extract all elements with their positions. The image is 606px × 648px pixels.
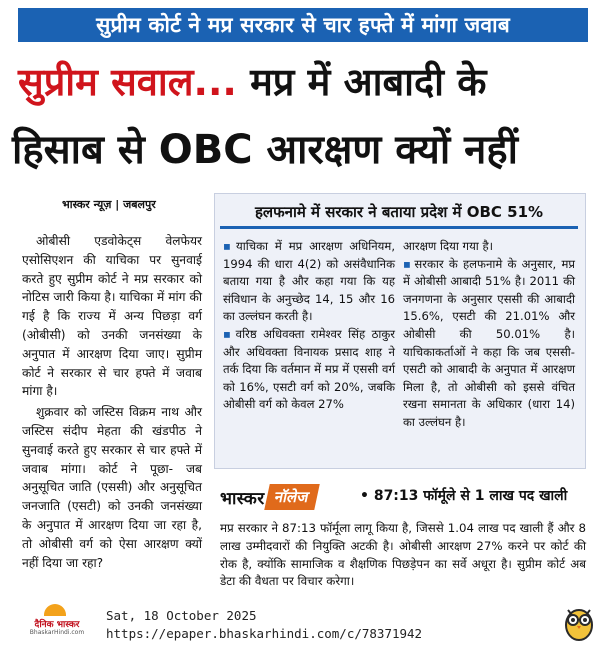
info-item bbox=[403, 256, 575, 432]
info-item-text: सरकार के हलफनामे के अनुसार, मप्र में ओबीसी आबादी 51% है। 2011 की जनगणना के अनुसार एससी की आबादी 15.6%, एसटी की 21.01% और ओबीसी की 50.01% है। याचिकाकर्ताओं ने कहा कि जब एससी-एसटी को आबादी के अनुपात में आरक्षण मिला है, तो ओबीसी को इससे वंचित रखना समानता के अधिकार (धारा 14) का उल्लंघन है। bbox=[403, 256, 575, 429]
knowledge-paragraph: मप्र सरकार ने 87:13 फॉर्मूला लागू किया है, जिससे 1.04 लाख पद खाली हैं और 8 लाख उम्मीदवारों की नियुक्ति अटकी है। ओबीसी आरक्षण 27% करने पर कोर्ट की रोक है, क्योंकि सामाजिक व शैक्षणिक पिछड़ेपन का सर्वे अधूरा है। सुप्रीम कोर्ट अब डेटा की वैधता पर विचार करेगा। bbox=[220, 521, 586, 589]
logo-subtext: BhaskarHindi.com bbox=[29, 629, 85, 636]
info-box-column-1 bbox=[223, 238, 395, 414]
knowledge-headline: • 87:13 फॉर्मूले से 1 लाख पद खाली bbox=[360, 488, 568, 504]
byline: भास्कर न्यूज़ | जबलपुर bbox=[62, 198, 156, 211]
info-box-heading: हलफनामे में सरकार ने बताया प्रदेश में OBC 51% bbox=[220, 202, 578, 229]
owl-icon bbox=[562, 604, 596, 642]
info-box-column-2 bbox=[403, 238, 575, 432]
headline-line-1 bbox=[18, 60, 593, 104]
bullet-icon: ▪ bbox=[223, 326, 234, 341]
info-item-text: वरिष्ठ अधिवक्ता रामेश्वर सिंह ठाकुर और अधिवक्ता विनायक प्रसाद शाह ने तर्क दिया कि वर्तमान में मप्र में एससी वर्ग को 16%, एसटी वर्ग को 20%, जबकि ओबीसी वर्ग को केवल 27% bbox=[223, 326, 396, 412]
headline-line-2 bbox=[12, 128, 597, 172]
article-paragraph-2: शुक्रवार को जस्टिस विक्रम नाथ और जस्टिस संदीप मेहता की खंडपीठ ने सुनवाई करते हुए सरकार से चार हफ्ते में जवाब मांगा। कोर्ट ने पूछा- जब अनुसूचित जाति (एससी) और अनुसूचित जनजाति (एसटी) को उनकी जनसंख्या के अनुपात में आरक्षण दिया जा रहा है, तो ओबीसी वर्ग को ऐसा आरक्षण क्यों नहीं दिया जा रहा? bbox=[22, 405, 202, 570]
kicker-text: सुप्रीम कोर्ट ने मप्र सरकार से चार हफ्ते में मांगा जवाब bbox=[96, 13, 510, 37]
brand-name: भास्कर bbox=[220, 488, 265, 509]
info-item-text: याचिका में मप्र आरक्षण अधिनियम, 1994 की धारा 4(2) को असंवैधानिक बताया गया है और कहा गया कि यह संविधान के अनुच्छेद 14, 15 और 16 का उल्लंघन करती है। bbox=[223, 239, 396, 324]
edition-date: Sat, 18 October 2025 bbox=[106, 608, 257, 623]
headline-line-2-text: हिसाब से OBC आरक्षण क्यों नहीं bbox=[12, 127, 518, 173]
article-paragraph-1: ओबीसी एडवोकेट्स वेलफेयर एसोसिएशन की याचिका पर सुनवाई करते हुए सुप्रीम कोर्ट ने मप्र सरकार को नोटिस जारी किया है। याचिका में मांग की गई है कि राज्य में अन्य पिछड़ा वर्ग (ओबीसी) को उनकी जनसंख्या के अनुपात में आरक्षण दिया जाए। सुप्रीम कोर्ट ने सरकार से चार हफ्ते में जवाब मांगा है। bbox=[22, 234, 202, 399]
sun-icon bbox=[44, 604, 66, 616]
brand-tag: नॉलेज bbox=[264, 484, 319, 510]
kicker-banner bbox=[18, 8, 588, 42]
dainik-bhaskar-logo bbox=[22, 604, 92, 638]
info-item-continued: आरक्षण दिया गया है। bbox=[403, 239, 494, 253]
epaper-url[interactable]: https://epaper.bhaskarhindi.com/c/78371942 bbox=[106, 626, 423, 641]
headline-black-part: मप्र में आबादी के bbox=[250, 60, 487, 104]
bhaskar-knowledge-brand bbox=[220, 483, 316, 511]
info-item bbox=[223, 238, 395, 326]
logo-text: दैनिक भास्कर bbox=[34, 620, 80, 630]
headline-red-part: सुप्रीम सवाल... bbox=[18, 60, 237, 104]
info-item bbox=[223, 326, 395, 414]
bullet-icon: ▪ bbox=[403, 256, 413, 271]
article-left-column bbox=[22, 232, 202, 574]
bullet-icon: ▪ bbox=[223, 239, 235, 253]
